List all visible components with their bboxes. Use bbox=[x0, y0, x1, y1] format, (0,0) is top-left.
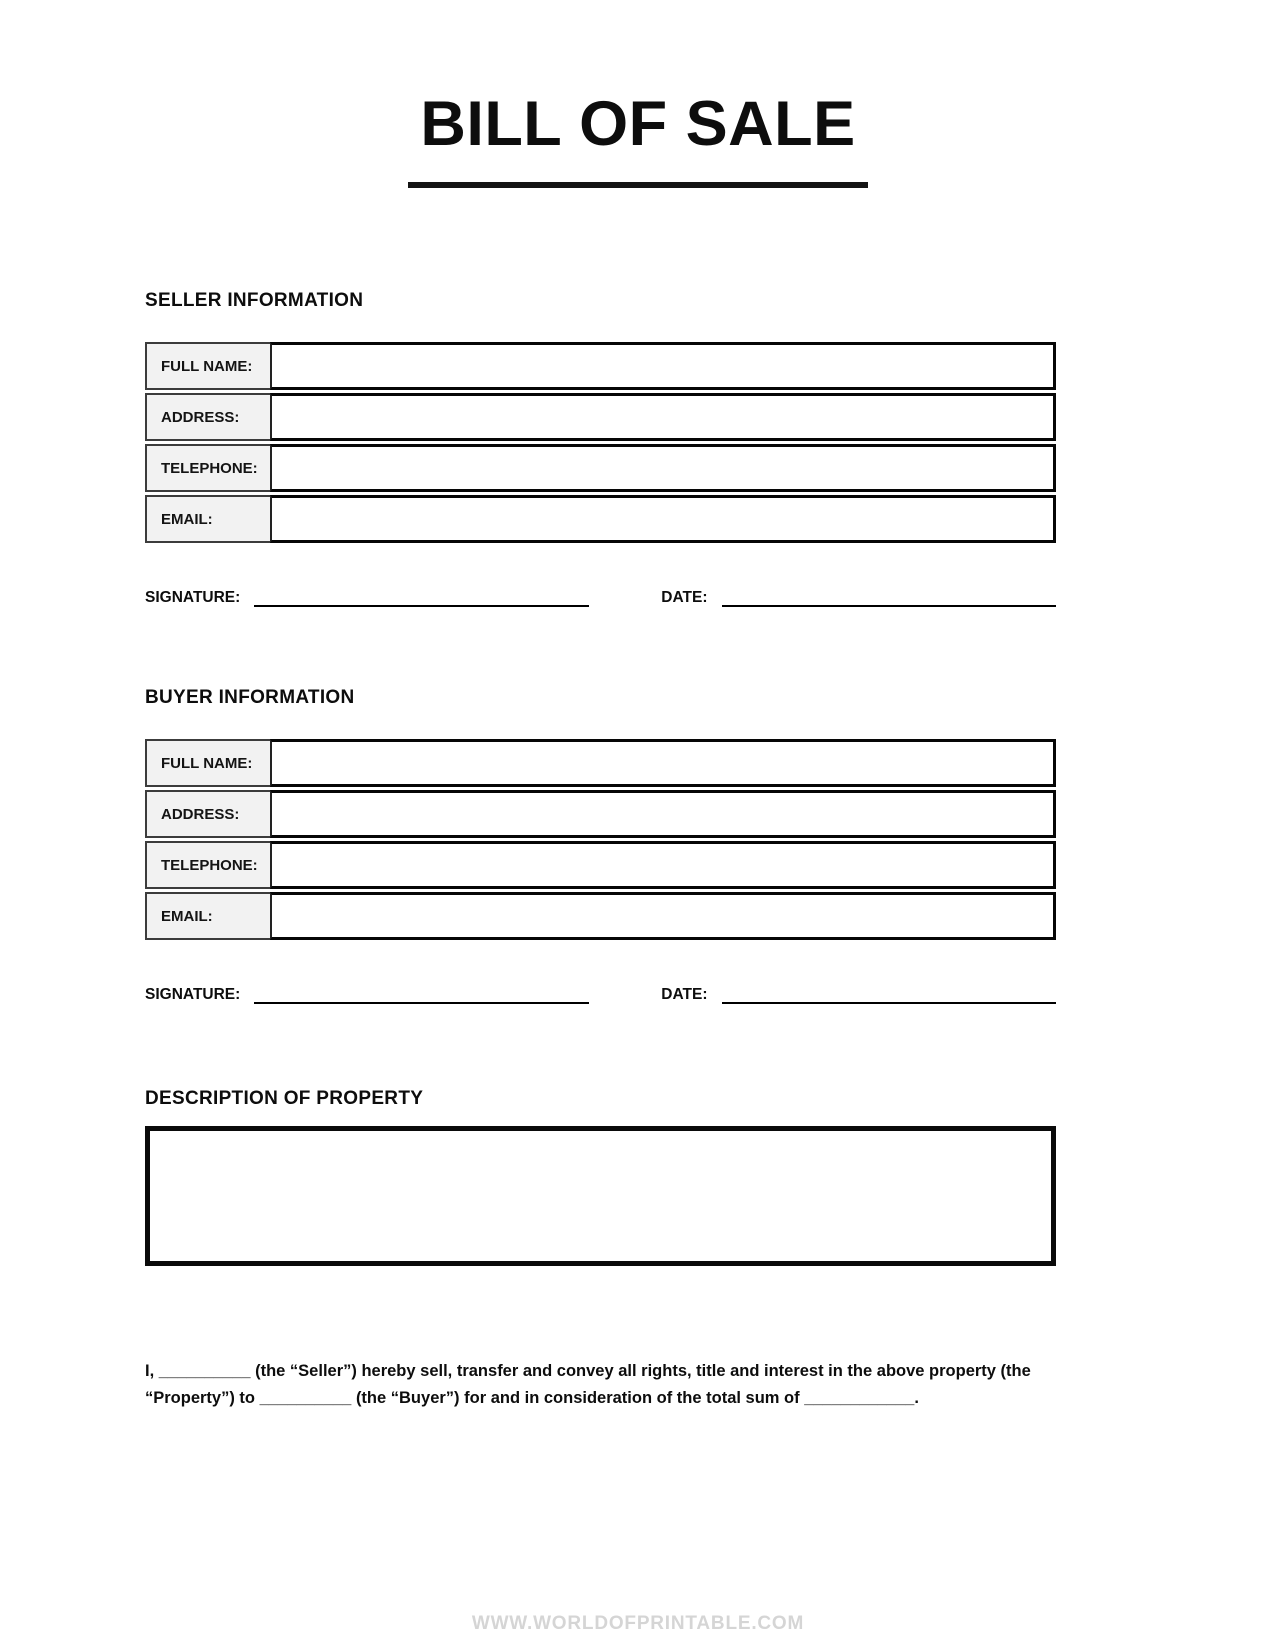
buyer-signature-line[interactable] bbox=[254, 984, 589, 1004]
buyer-signature-row bbox=[145, 984, 1056, 1004]
seller-email-label: EMAIL: bbox=[145, 495, 270, 543]
seller-signature-row bbox=[145, 587, 1056, 607]
title-underline bbox=[408, 182, 868, 188]
content-column bbox=[145, 290, 1056, 1411]
seller-full-name-label: FULL NAME: bbox=[145, 342, 270, 390]
footer-watermark: WWW.WORLDOFPRINTABLE.COM bbox=[471, 1613, 805, 1634]
buyer-signature-label: SIGNATURE: bbox=[145, 986, 241, 1003]
property-section bbox=[145, 1088, 1056, 1266]
property-description-input[interactable] bbox=[145, 1126, 1056, 1266]
buyer-full-name-input[interactable] bbox=[270, 739, 1056, 787]
buyer-full-name-label: FULL NAME: bbox=[145, 739, 270, 787]
seller-section bbox=[145, 290, 1056, 607]
table-row bbox=[145, 393, 1056, 441]
seller-date-label: DATE: bbox=[661, 589, 708, 606]
seller-email-input[interactable] bbox=[270, 495, 1056, 543]
legal-statement: I, __________ (the “Seller”) hereby sell, transfer and convey all rights, title and interest in the above property (the “Property”) to __________ (the “Buyer”) for and in consideration of the total sum of ____________. bbox=[145, 1362, 1031, 1407]
seller-address-input[interactable] bbox=[270, 393, 1056, 441]
seller-address-label: ADDRESS: bbox=[145, 393, 270, 441]
buyer-date-line[interactable] bbox=[722, 984, 1056, 1004]
buyer-telephone-label: TELEPHONE: bbox=[145, 841, 270, 889]
seller-signature-line[interactable] bbox=[254, 587, 589, 607]
table-row bbox=[145, 739, 1056, 787]
table-row bbox=[145, 841, 1056, 889]
buyer-email-input[interactable] bbox=[270, 892, 1056, 940]
table-row bbox=[145, 790, 1056, 838]
seller-section-heading: SELLER INFORMATION bbox=[145, 290, 364, 311]
seller-signature-label: SIGNATURE: bbox=[145, 589, 241, 606]
page-title: BILL OF SALE bbox=[420, 89, 856, 159]
buyer-section-heading: BUYER INFORMATION bbox=[145, 687, 355, 708]
seller-date-line[interactable] bbox=[722, 587, 1056, 607]
seller-info-table bbox=[145, 342, 1056, 543]
buyer-address-label: ADDRESS: bbox=[145, 790, 270, 838]
seller-telephone-label: TELEPHONE: bbox=[145, 444, 270, 492]
buyer-address-input[interactable] bbox=[270, 790, 1056, 838]
seller-full-name-input[interactable] bbox=[270, 342, 1056, 390]
buyer-date-label: DATE: bbox=[661, 986, 708, 1003]
title-block bbox=[0, 0, 1276, 188]
table-row bbox=[145, 495, 1056, 543]
table-row bbox=[145, 342, 1056, 390]
buyer-info-table bbox=[145, 739, 1056, 940]
seller-telephone-input[interactable] bbox=[270, 444, 1056, 492]
table-row bbox=[145, 444, 1056, 492]
table-row bbox=[145, 892, 1056, 940]
property-section-heading: DESCRIPTION OF PROPERTY bbox=[145, 1088, 424, 1109]
buyer-section bbox=[145, 687, 1056, 1004]
buyer-telephone-input[interactable] bbox=[270, 841, 1056, 889]
buyer-email-label: EMAIL: bbox=[145, 892, 270, 940]
